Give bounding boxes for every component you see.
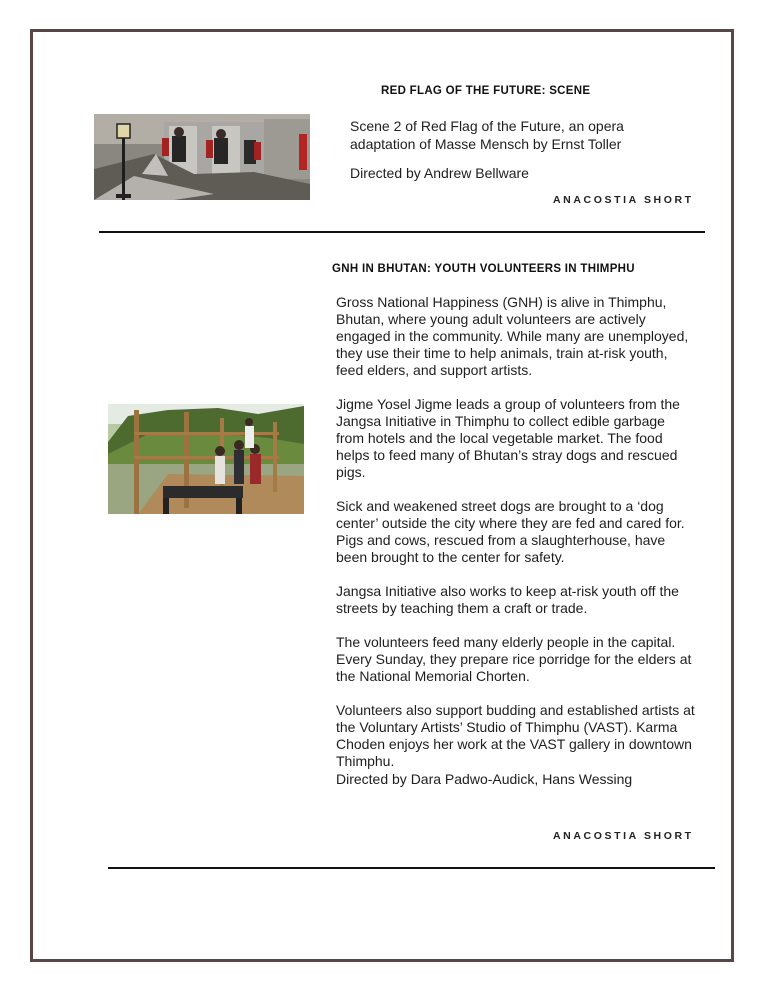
paragraph-dog-center: Sick and weakened street dogs are brought to a ‘dog center’ outside the city where they are fed and cared for. Pigs and cows, rescued from a slaughterhouse, have been brought to the center for safety. xyxy=(336,498,685,565)
paragraph-at-risk-youth: Jangsa Initiative also works to keep at-risk youth off the streets by teaching them a craft or trade. xyxy=(336,583,679,616)
section1-description: Scene 2 of Red Flag of the Future, an opera adaptation of Masse Mensch by Ernst Toller xyxy=(350,118,624,152)
paragraph-elders: The volunteers feed many elderly people in the capital. Every Sunday, they prepare rice porridge for the elders at the National Memorial Chorten. xyxy=(336,634,692,684)
volunteers-image xyxy=(108,404,304,514)
opera-scene-image xyxy=(94,114,310,200)
paragraph-gnh: Gross National Happiness (GNH) is alive in Thimphu, Bhutan, where young adult volunteers are actively engaged in the community. While many are unemployed, they use their time to help animals, train at-risk youth, feed elders, and support artists. xyxy=(336,294,689,378)
section-divider-1 xyxy=(99,231,705,233)
section2-thumbnail[interactable] xyxy=(108,404,304,514)
paragraph-jangsa-volunteers: Jigme Yosel Jigme leads a group of volunteers from the Jangsa Initiative in Thimphu to collect edible garbage from hotels and the local vegetable market. The food helps to feed many of Bhutan’s stray dogs and rescued pigs. xyxy=(336,396,680,480)
section1-director: Directed by Andrew Bellware xyxy=(350,165,529,181)
section1-title: RED FLAG OF THE FUTURE: SCENE xyxy=(381,85,591,97)
section2-director: Directed by Dara Padwo-Audick, Hans Wessing xyxy=(336,771,633,787)
section2-tag: ANACOSTIA SHORT xyxy=(553,830,694,842)
paragraph-artists: Volunteers also support budding and established artists at the Voluntary Artists’ Studio of Thimphu (VAST). Karma Choden enjoys her work at the VAST gallery in downtown Thimphu. xyxy=(336,702,695,769)
section1-thumbnail[interactable] xyxy=(94,114,310,200)
section1-tag: ANACOSTIA SHORT xyxy=(553,194,694,206)
section2-body xyxy=(336,294,696,787)
section2-title: GNH IN BHUTAN: YOUTH VOLUNTEERS IN THIMPHU xyxy=(332,263,635,275)
section-divider-2 xyxy=(108,867,715,869)
